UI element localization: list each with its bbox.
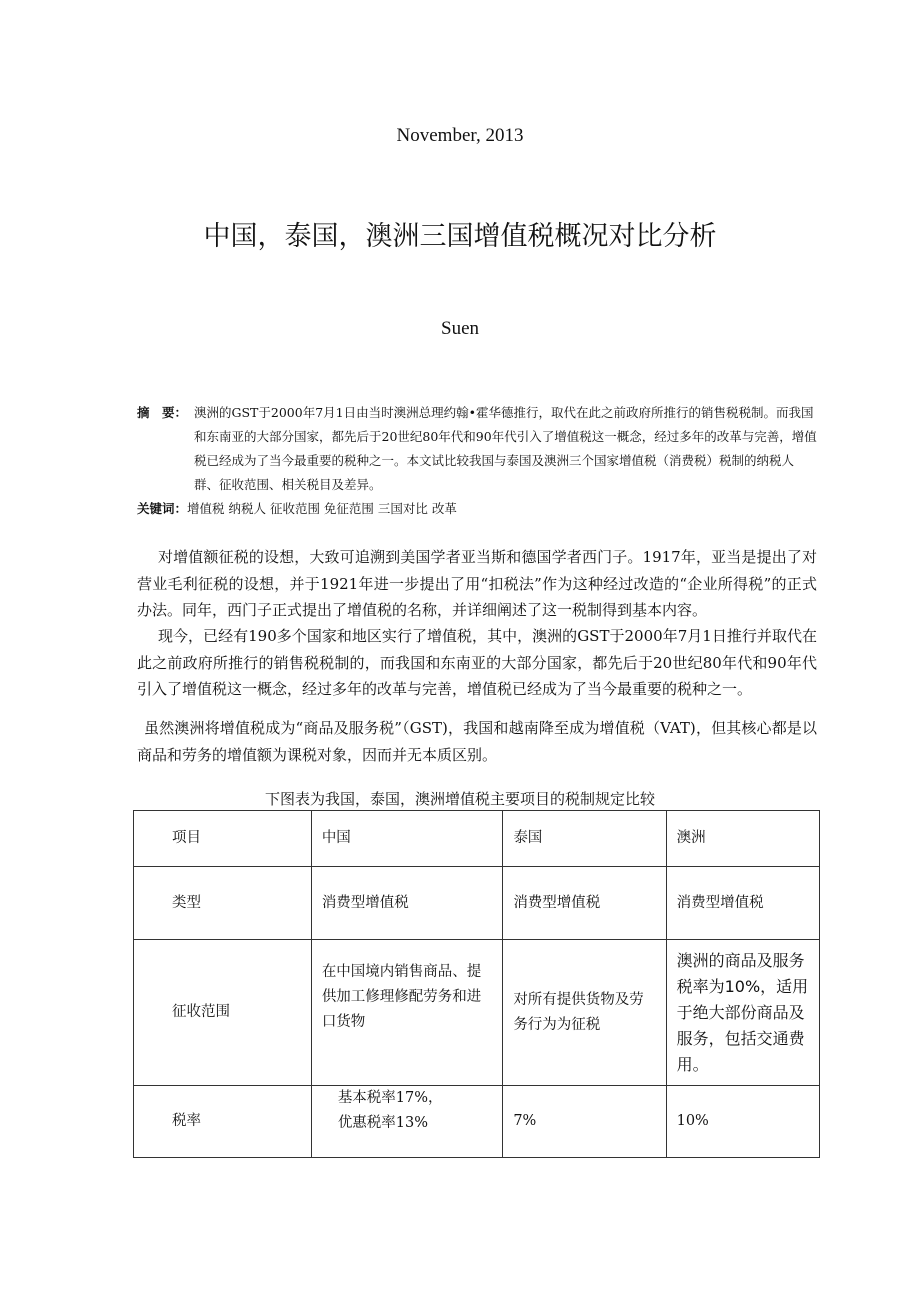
table-row: [134, 867, 820, 940]
table-cell: 在中国境内销售商品、提供加工修理修配劳务和进口货物: [311, 940, 503, 1086]
table-row: [134, 940, 820, 1086]
keywords-text: 增值税 纳税人 征收范围 免征范围 三国对比 改革: [187, 501, 457, 516]
table-cell: 澳洲的商品及服务税率为10%，适用于绝大部份商品及服务，包括交通费用。: [666, 940, 819, 1086]
table-header-cell: 中国: [311, 811, 503, 867]
table-cell: 消费型增值税: [666, 867, 819, 940]
table-cell: 税率: [134, 1086, 312, 1158]
table-cell: 对所有提供货物及劳务行为为征税: [503, 940, 666, 1086]
table-cell: 基本税率17%， 优惠税率13%: [311, 1086, 503, 1158]
table-row: [134, 1086, 820, 1158]
document-date: November, 2013: [396, 125, 524, 146]
comparison-table: [133, 810, 820, 1158]
abstract-text: 澳洲的GST于2000年7月1日由当时澳洲总理约翰•霍华德推行，取代在此之前政府所推行的销售税税制。而我国和东南亚的大部分国家，都先后于20世纪80年代和90年代引入了增值税这一概念，经过多年的改革与完善，增值税已经成为了当今最重要的税种之一。本文试比较我国与泰国及澳洲三个国家增值税（消费税）税制的纳税人群、征收范围、相关税目及差异。: [194, 405, 817, 492]
table-cell: 10%: [666, 1086, 819, 1158]
table-header-cell: 泰国: [503, 811, 666, 867]
table-cell: 7%: [503, 1086, 666, 1158]
table-header-row: [134, 811, 820, 867]
table-caption: 下图表为我国，泰国，澳洲增值税主要项目的税制规定比较: [264, 790, 655, 808]
keywords-label: 关键词：: [137, 501, 188, 516]
table-cell: 征收范围: [134, 940, 312, 1086]
abstract-label: 摘 要：: [137, 405, 188, 420]
table-cell: 类型: [134, 867, 312, 940]
keywords: [137, 498, 817, 520]
table-header-cell: 澳洲: [666, 811, 819, 867]
body-paragraph: 对增值额征税的设想，大致可追溯到美国学者亚当斯和德国学者西门子。1917年，亚当是提出了对营业毛利征税的设想，并于1921年进一步提出了用“扣税法”作为这种经过改造的“企业所得税”的正式办法。同年，西门子正式提出了增值税的名称，并详细阐述了这一税制得到基本内容。: [137, 548, 817, 619]
abstract: [137, 401, 817, 497]
body-paragraph: 虽然澳洲将增值税成为“商品及服务税”（GST)，我国和越南降至成为增值税（VAT)，但其核心都是以商品和劳务的增值额为课税对象，因而并无本质区别。: [137, 719, 817, 764]
document-author: Suen: [441, 318, 479, 339]
table-cell: 消费型增值税: [311, 867, 503, 940]
document-title: 中国，泰国，澳洲三国增值税概况对比分析: [203, 221, 717, 252]
table-cell: 消费型增值税: [503, 867, 666, 940]
table-header-cell: 项目: [134, 811, 312, 867]
body-paragraph: 现今，已经有190多个国家和地区实行了增值税，其中，澳洲的GST于2000年7月1日推行并取代在此之前政府所推行的销售税税制的，而我国和东南亚的大部分国家，都先后于20世纪80年代和90年代引入了增值税这一概念，经过多年的改革与完善，增值税已经成为了当今最重要的税种之一。: [137, 627, 817, 698]
